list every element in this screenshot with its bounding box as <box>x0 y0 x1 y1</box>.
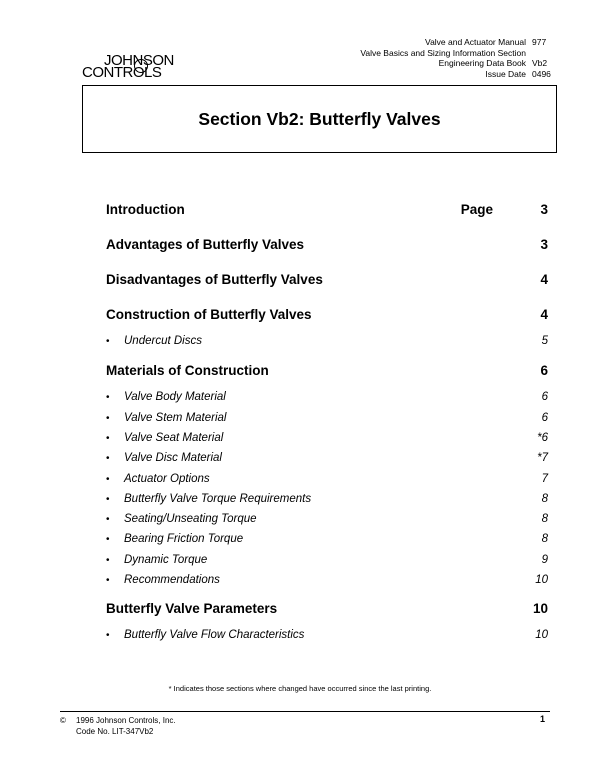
toc-entry[interactable] <box>106 269 548 289</box>
toc-label: Recommendations <box>124 574 220 586</box>
toc-subentry[interactable] <box>106 387 548 407</box>
code-number: Code No. LIT-347Vb2 <box>76 727 154 736</box>
toc-page: 10 <box>535 629 548 641</box>
toc-label: Butterfly Valve Torque Requirements <box>124 493 312 505</box>
toc-page: 6 <box>541 412 548 424</box>
toc-label: Advantages of Butterfly Valves <box>106 236 305 252</box>
toc-subentry[interactable] <box>106 428 548 448</box>
bullet-icon: • <box>106 412 110 424</box>
header-value <box>532 48 560 59</box>
toc-label: Actuator Options <box>124 473 210 485</box>
bullet-icon: • <box>106 574 110 586</box>
copyright-text: 1996 Johnson Controls, Inc. <box>76 716 176 725</box>
header-value: 977 <box>532 37 547 47</box>
toc-subentry[interactable] <box>106 408 548 428</box>
toc-subentry[interactable] <box>106 469 548 489</box>
header-row <box>330 37 560 48</box>
header-value: Vb2 <box>532 58 548 68</box>
header-row <box>330 58 560 69</box>
toc-label: Undercut Discs <box>124 335 202 347</box>
toc-subentry[interactable] <box>106 509 548 529</box>
toc-label: Valve Stem Material <box>124 412 227 424</box>
toc-entry[interactable] <box>106 304 548 324</box>
toc-entry[interactable] <box>106 199 548 219</box>
toc-page: *6 <box>537 432 548 444</box>
header-label: Valve and Actuator Manual <box>425 37 526 47</box>
toc-entry[interactable] <box>106 234 548 254</box>
toc-page: 4 <box>540 306 548 322</box>
toc-subentry[interactable] <box>106 550 548 570</box>
toc-page: 3 <box>540 201 548 217</box>
toc-entry[interactable] <box>106 598 548 618</box>
toc-subentry[interactable] <box>106 570 548 590</box>
bullet-icon: • <box>106 452 110 464</box>
bullet-icon: • <box>106 513 110 525</box>
bullet-icon: • <box>106 493 110 505</box>
toc-subentry[interactable] <box>106 331 548 351</box>
toc-page: 5 <box>541 335 548 347</box>
toc-page-header: Page <box>460 201 493 217</box>
bullet-icon: • <box>106 432 110 444</box>
bullet-icon: • <box>106 629 110 641</box>
header-row <box>330 48 560 59</box>
section-title-box <box>82 85 557 153</box>
toc-label: Dynamic Torque <box>124 554 208 566</box>
toc-page: *7 <box>537 452 548 464</box>
toc-page: 6 <box>541 391 548 403</box>
toc-label: Butterfly Valve Parameters <box>106 600 278 616</box>
header-row <box>330 69 560 80</box>
toc-page: 6 <box>540 362 548 378</box>
toc-label: Construction of Butterfly Valves <box>106 306 312 322</box>
bullet-icon: • <box>106 391 110 403</box>
footer-divider <box>60 711 550 712</box>
toc-page: 3 <box>540 236 548 252</box>
footnote: * Indicates those sections where changed have occurred since the last printing. <box>168 684 432 693</box>
toc-label: Seating/Unseating Torque <box>124 513 257 525</box>
logo-line-1: JOHNSON <box>104 52 174 69</box>
bullet-icon: • <box>106 533 110 545</box>
header-value: 0496 <box>532 68 551 79</box>
toc-label: Butterfly Valve Flow Characteristics <box>124 629 305 641</box>
toc-subentry[interactable] <box>106 529 548 549</box>
toc-page: 9 <box>541 554 548 566</box>
section-title: Section Vb2: Butterfly Valves <box>198 108 441 129</box>
toc-label: Valve Disc Material <box>124 452 222 464</box>
bullet-icon: • <box>106 335 110 347</box>
johnson-controls-logo <box>82 52 212 84</box>
header-label: Engineering Data Book <box>438 58 526 68</box>
logo-line-2: CONTROLS <box>82 64 162 81</box>
toc-entry[interactable] <box>106 360 548 380</box>
toc-page: 4 <box>540 271 548 287</box>
bullet-icon: • <box>106 473 110 485</box>
header-label: Issue Date <box>485 68 526 79</box>
document-header-info <box>330 37 560 79</box>
toc-page: 10 <box>535 574 548 586</box>
toc-label: Disadvantages of Butterfly Valves <box>106 271 323 287</box>
toc-page: 8 <box>541 513 548 525</box>
toc-label: Valve Seat Material <box>124 432 224 444</box>
toc-label: Bearing Friction Torque <box>124 533 244 545</box>
copyright-icon: © <box>60 716 66 725</box>
toc-label: Introduction <box>106 201 185 217</box>
toc-page: 10 <box>532 600 548 616</box>
toc-page: 8 <box>541 533 548 545</box>
toc-label: Valve Body Material <box>124 391 226 403</box>
toc-subentry[interactable] <box>106 489 548 509</box>
toc-page: 7 <box>541 473 548 485</box>
toc-subentry[interactable] <box>106 625 548 645</box>
footer <box>60 715 176 737</box>
bullet-icon: • <box>106 554 110 566</box>
toc-label: Materials of Construction <box>106 362 269 378</box>
header-label: Valve Basics and Sizing Information Section <box>360 47 526 58</box>
toc-subentry[interactable] <box>106 448 548 468</box>
page-number: 1 <box>540 714 546 724</box>
toc-page: 8 <box>541 493 548 505</box>
